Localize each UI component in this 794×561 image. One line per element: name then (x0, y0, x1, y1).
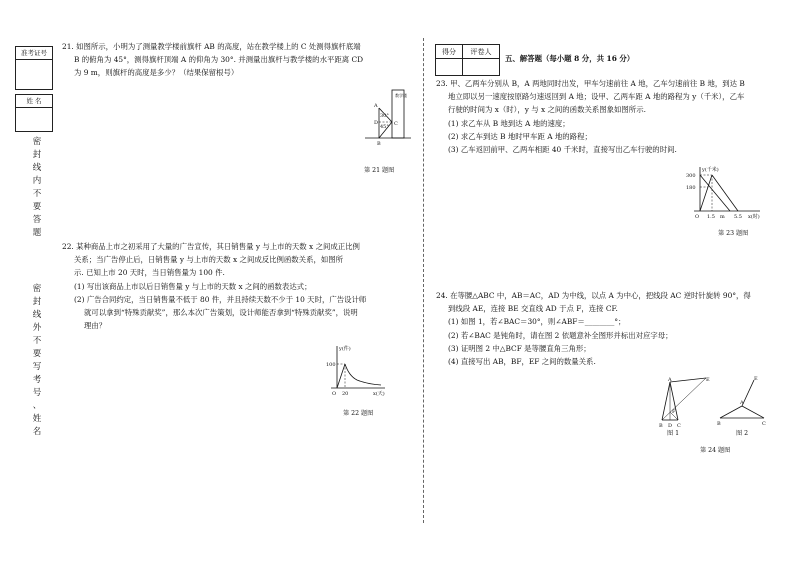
question-21 (62, 40, 417, 80)
q23-graph (686, 164, 766, 222)
q24-f1-a: A (668, 377, 672, 383)
grader-cell (463, 59, 500, 76)
q23-origin: O (695, 214, 700, 220)
page-divider (423, 38, 424, 523)
q23-tick-15: 1.5 (707, 214, 715, 220)
score-cell (436, 59, 463, 76)
seal-char: 写 (32, 362, 42, 372)
q23-tick-180: 180 (686, 185, 696, 191)
q23-tick-m: m (720, 214, 725, 220)
q22-y-label: y(件) (339, 346, 351, 352)
seal-char: 线 (32, 163, 42, 173)
q23-line: (1) 求乙车从 B 地到达 A 地的速度； (448, 118, 570, 128)
q21-caption: 第 21 题图 (364, 167, 395, 174)
q22-line: 理由？ (84, 321, 107, 331)
q22-line: 就可以拿到“特殊贡献奖”，那么本次广告策划，设计师能否拿到“特殊贡献奖”，说明 (84, 308, 358, 318)
exam-id-box (15, 46, 53, 90)
q24-line: 24. 在等腰△ABC 中，AB＝AC，AD 为中线，以点 A 为中心，把线段 AC 逆时针旋转 90°，得 (436, 291, 751, 300)
seal-char: 密 (32, 284, 42, 294)
q22-line: 22. 某种商品上市之初采用了大量的广告宣传，其日销售量 y 与上市的天数 x 之间成正比例 (62, 242, 360, 251)
q24-f2-b: B (717, 421, 721, 427)
q24-f1-c: C (677, 423, 681, 429)
seal-line-inner (32, 136, 42, 240)
q23-line: (2) 求乙车到达 B 地时甲车距 A 地的路程； (448, 131, 592, 141)
question-22 (62, 240, 417, 332)
q22-origin: O (332, 391, 337, 397)
q23-line: (3) 乙车返回前甲、乙两车相距 40 千米时，直接写出乙车行驶的时间. (448, 145, 677, 155)
q23-tick-300: 300 (686, 173, 696, 179)
q22-line: 关系；当广告停止后，日销售量 y 与上市的天数 x 之间成反比例函数关系，如图所 (74, 255, 344, 265)
q22-tick-20: 20 (342, 391, 349, 397)
name-box (15, 94, 53, 132)
q22-caption: 第 22 题图 (343, 410, 374, 417)
q21-line: B 的俯角为 45°，测得旗杆顶端 A 的仰角为 30°. 并测量出旗杆与教学楼的水平距离 CD (74, 55, 364, 65)
seal-char: 、 (32, 401, 42, 411)
q22-line: 示. 已知上市 20 天时，当日销售量为 100 件. (74, 268, 225, 278)
seal-char: 姓 (32, 414, 42, 424)
q21-angle1: 30° (380, 113, 389, 119)
q21-figure (365, 88, 411, 148)
seal-char: 号 (32, 388, 42, 398)
q24-f2-e: E (754, 376, 758, 382)
q24-f2-a: A (740, 400, 744, 406)
name-label: 姓 名 (16, 95, 52, 108)
seal-char: 要 (32, 202, 42, 212)
seal-char: 封 (32, 150, 42, 160)
q22-line: (2) 广告合同约定，当日销售量不低于 80 件，并且持续天数不少于 10 天时，广告设计师 (74, 294, 367, 304)
q24-f1-d: D (668, 423, 673, 429)
q23-y-label: y(千米) (702, 167, 719, 173)
question-24 (436, 289, 786, 368)
q24-line: 到线段 AE，连接 BE 交直线 AD 于点 F，连接 CF. (448, 304, 618, 314)
q22-line: (1) 写出该商品上市以后日销售量 y 与上市的天数 x 之间的函数表达式； (74, 281, 312, 291)
seal-char: 答 (32, 215, 42, 225)
section-title: 五、解答题（每小题 8 分，共 16 分） (505, 54, 635, 63)
q24-f1-f: F (672, 409, 676, 415)
q21-label-b: B (377, 141, 381, 147)
seal-char: 要 (32, 349, 42, 359)
q21-building-label: 教学楼 (395, 93, 407, 98)
q21-angle2: 45° (380, 124, 389, 130)
q23-line: 地立即以另一速度按原路匀速返回到 A 地；设甲、乙两车距 A 地的路程为 y（千米），乙车 (448, 92, 745, 102)
seal-line-outer (32, 283, 42, 439)
seal-char: 名 (32, 427, 42, 437)
q24-f1-b: B (659, 423, 663, 429)
seal-char: 题 (32, 228, 42, 238)
q24-line: (1) 如图 1，若∠BAC＝30°，则∠ABF＝________°； (448, 317, 626, 327)
q24-line: (2) 若∠BAC 是钝角时，请在图 2 依题意补全图形并标出对应字母； (448, 330, 673, 340)
grader-label: 评卷人 (463, 45, 500, 59)
seal-char: 内 (32, 176, 42, 186)
q24-f2-c: C (762, 421, 766, 427)
q24-figure-1 (654, 376, 710, 430)
seal-char: 不 (32, 336, 42, 346)
q23-x-label: x(时) (748, 214, 760, 220)
q24-fig1-label: 图 1 (667, 430, 680, 437)
q22-tick-100: 100 (326, 362, 336, 368)
q23-tick-55: 5.5 (734, 214, 742, 220)
q22-x-label: x(天) (373, 391, 385, 397)
seal-char: 不 (32, 189, 42, 199)
q24-line: (4) 直接写出 AB，BF，EF 之间的数量关系. (448, 357, 596, 367)
q22-graph (325, 342, 387, 398)
seal-char: 考 (32, 375, 42, 385)
exam-id-label: 准考证号 (16, 47, 52, 60)
q21-line: 21. 如图所示，小明为了测量教学楼前旗杆 AB 的高度，站在教学楼上的 C 处测得旗杆底端 (62, 42, 361, 51)
q24-caption: 第 24 题图 (700, 447, 731, 454)
q21-line: 为 9 m，则旗杆的高度是多少？（结果保留根号） (74, 68, 239, 78)
q21-label-a: A (374, 103, 378, 109)
seal-char: 外 (32, 323, 42, 333)
q23-line: 行驶的时间为 x（时），y 与 x 之间的函数关系图象如图所示. (448, 105, 646, 115)
seal-char: 封 (32, 297, 42, 307)
seal-char: 线 (32, 310, 42, 320)
q24-f1-e: E (706, 377, 710, 383)
question-23 (436, 77, 786, 156)
score-table (435, 44, 500, 76)
q24-line: (3) 证明图 2 中△BCF 是等腰直角三角形； (448, 343, 591, 353)
q24-fig2-label: 图 2 (736, 430, 749, 437)
q23-line: 23. 甲、乙两车分别从 B，A 两地同时出发，甲车匀速前往 A 地，乙车匀速前往 B 地，到达 B (436, 79, 745, 88)
q21-label-d: D (374, 120, 379, 126)
score-label: 得分 (436, 45, 463, 59)
q21-label-c: C (394, 121, 398, 127)
q24-figure-2 (712, 376, 772, 430)
q23-caption: 第 23 题图 (718, 230, 749, 237)
seal-char: 密 (32, 137, 42, 147)
